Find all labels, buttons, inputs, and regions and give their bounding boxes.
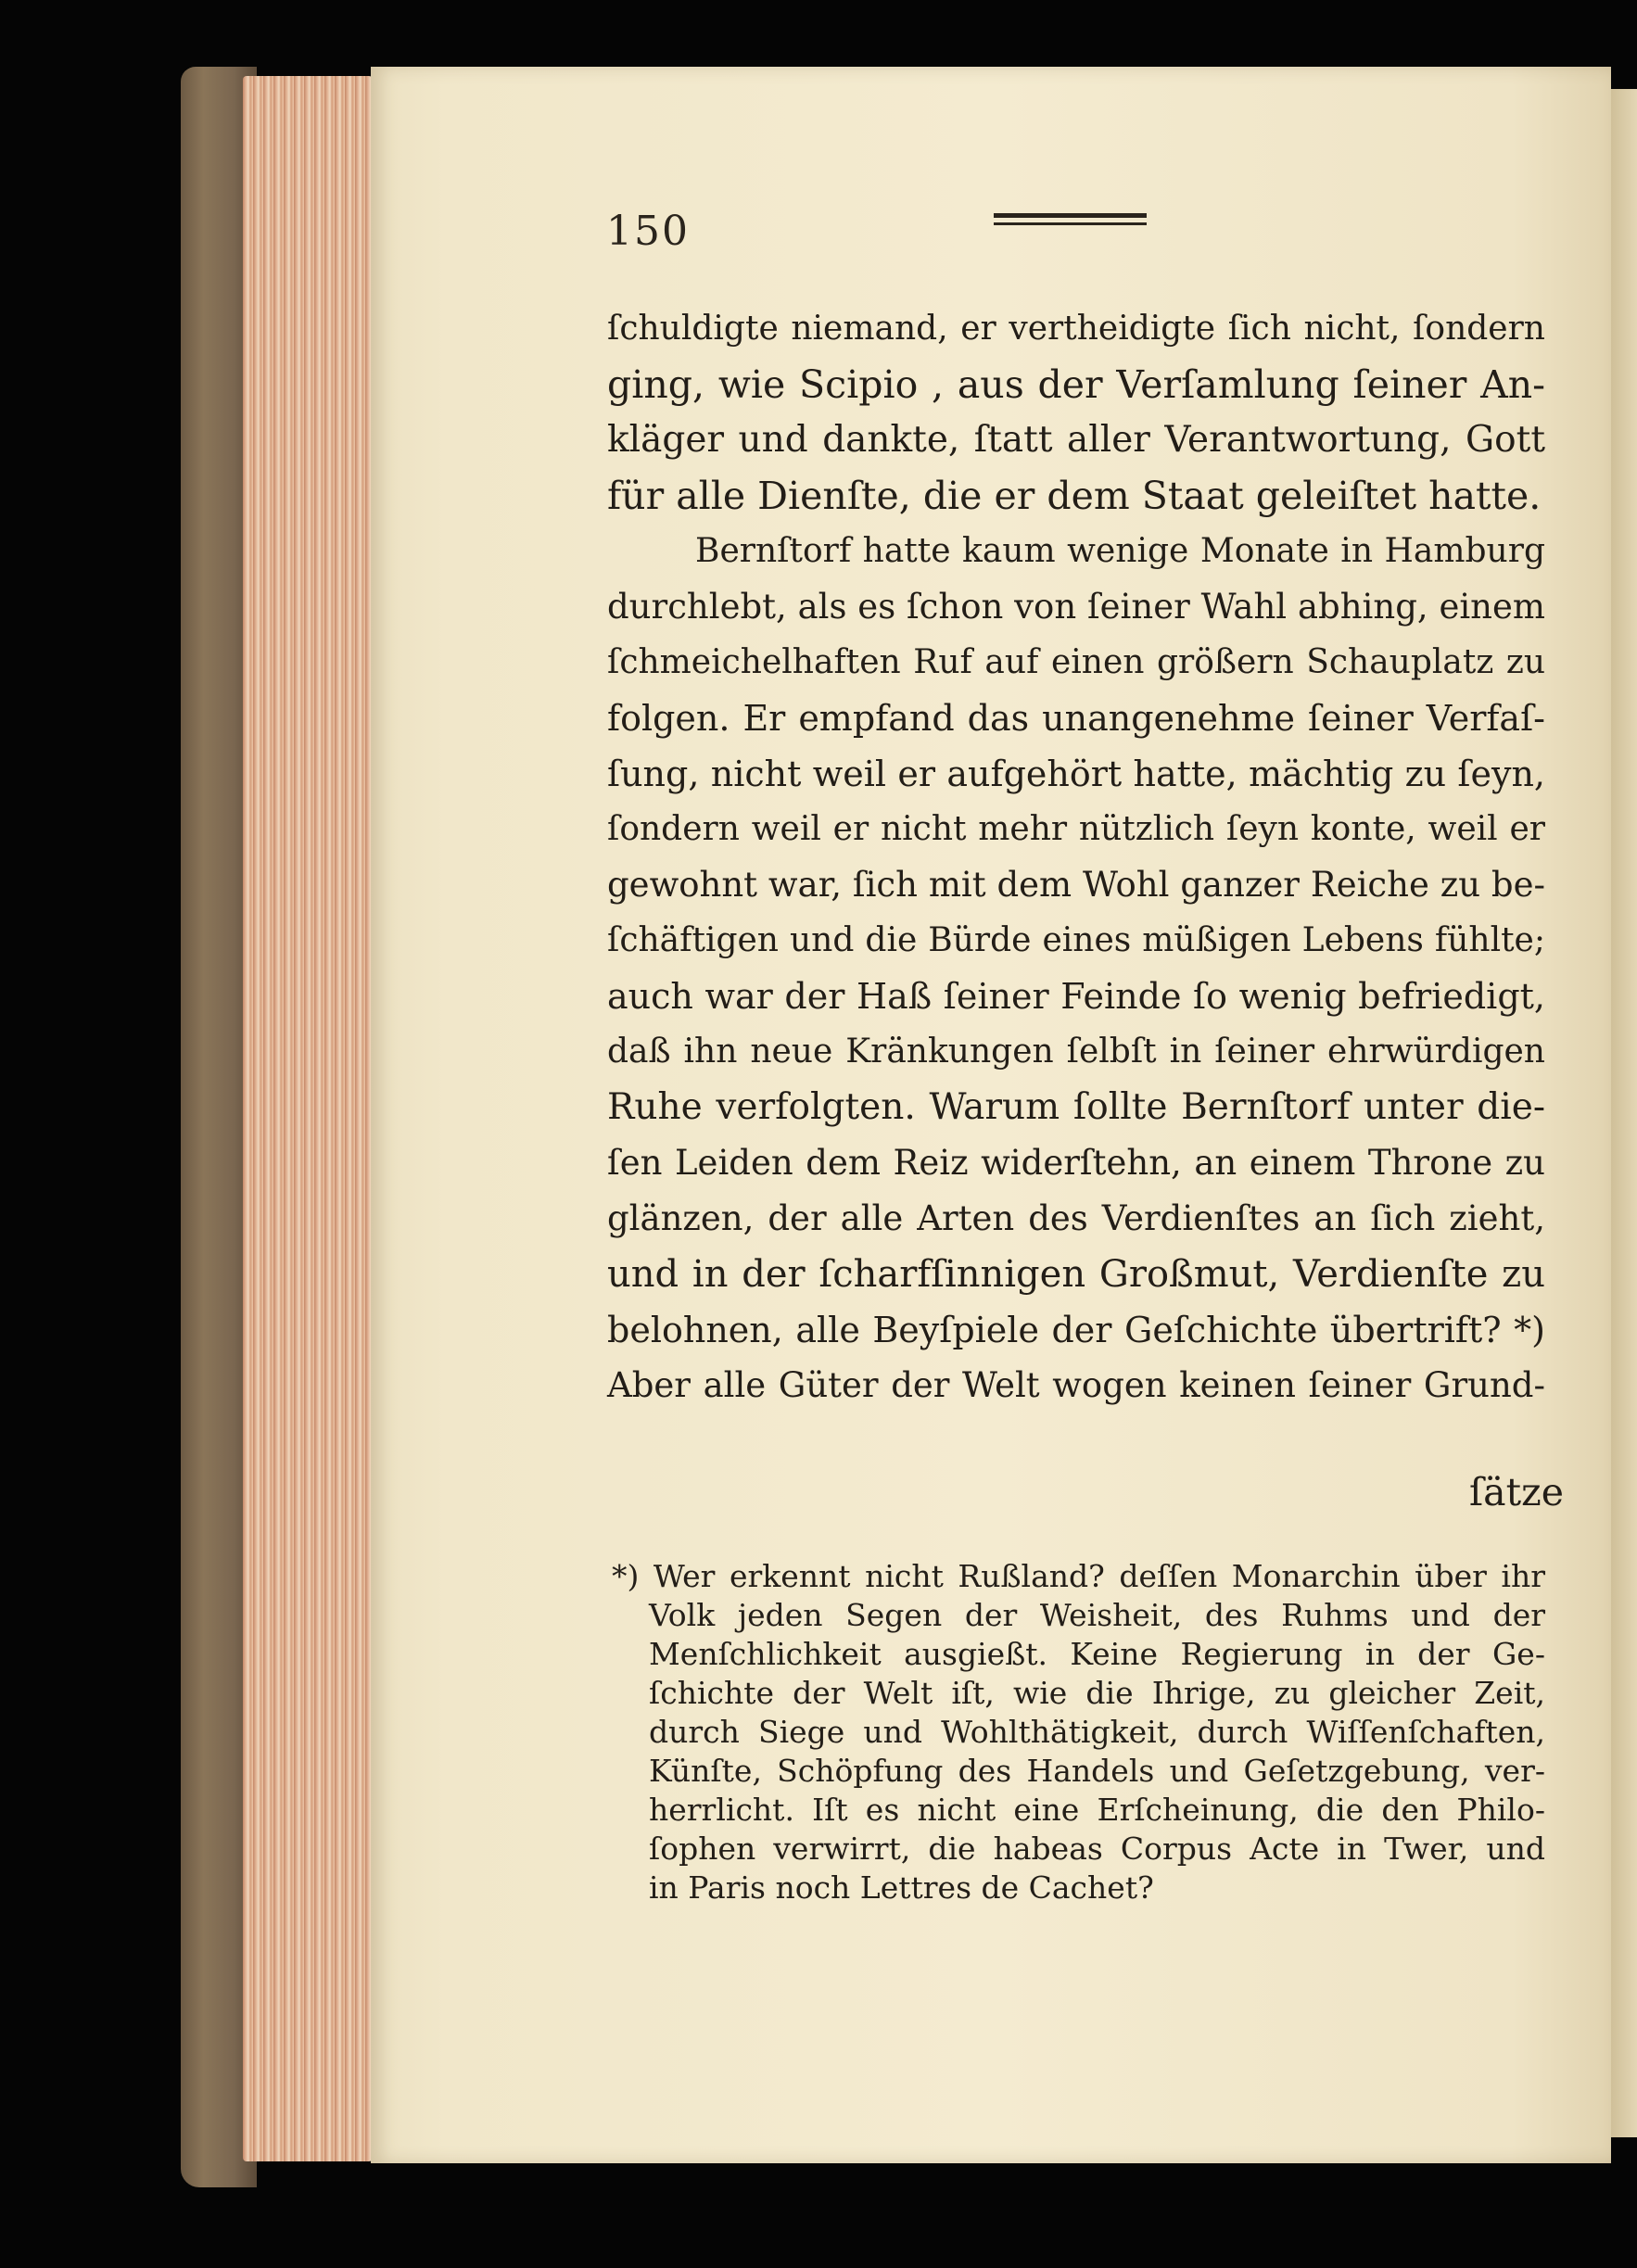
footnote-line: Volk jeden Segen der Weisheit, des Ruhms und der (649, 1597, 1545, 1633)
body-line: Bernſtorf hatte kaum wenige Monate in Hamburg (695, 532, 1545, 570)
body-line: ſung, nicht weil er aufgehört hatte, mächtig zu ſeyn, (607, 754, 1545, 794)
body-line: auch war der Haß ſeiner Feinde ſo wenig befriedigt, (607, 976, 1545, 1017)
body-line: belohnen, alle Beyſpiele der Geſchichte übertrift? *) (607, 1310, 1545, 1350)
body-line: ging, wie Scipio , aus der Verſamlung ſeiner An- (607, 362, 1545, 407)
footnote-line: *) Wer erkennt nicht Rußland? deſſen Monarchin über ihr (612, 1558, 1545, 1594)
footnote-line: herrlicht. Iſt es nicht eine Erſcheinung, die den Philo- (649, 1792, 1545, 1828)
footnote-line: Menſchlichkeit ausgießt. Keine Regierung in der Ge- (649, 1636, 1545, 1672)
body-line: daß ihn neue Kränkungen ſelbſt in ſeiner ehrwürdigen (607, 1033, 1545, 1071)
page-number: 150 (606, 208, 690, 255)
page-edges (243, 76, 373, 2161)
footnote-line: in Paris noch Lettres de Cachet? (649, 1869, 1154, 1906)
body-line: folgen. Er empfand das unangenehme ſeiner Verfaſ- (607, 698, 1545, 739)
catchword: ſätze (1469, 1470, 1564, 1514)
body-line: glänzen, der alle Arten des Verdienſtes an ſich zieht, (607, 1198, 1545, 1238)
body-line: ſen Leiden dem Reiz widerſtehn, an einem Throne zu (607, 1143, 1545, 1183)
body-line: für alle Dienſte, die er dem Staat geleiſtet hatte. (607, 474, 1542, 518)
body-line: und in der ſcharfſinnigen Großmut, Verdienſte zu (607, 1253, 1545, 1296)
body-line: ſchäftigen und die Bürde eines müßigen Lebens fühlte; (607, 921, 1545, 959)
body-line: ſchmeichelhaften Ruf auf einen größern Schauplatz zu (607, 643, 1545, 681)
body-line: durchlebt, als es ſchon von ſeiner Wahl abhing, einem (607, 587, 1545, 627)
body-line: ſchuldigte niemand, er vertheidigte ſich nicht, ſondern (607, 310, 1545, 348)
footnote-line: durch Siege und Wohlthätigkeit, durch Wiſſenſchaften, (649, 1714, 1545, 1750)
header-rule-bottom (994, 222, 1147, 225)
body-line: Ruhe verfolgten. Warum ſollte Bernſtorf unter die- (607, 1086, 1545, 1128)
facing-page-edge (1608, 89, 1637, 2137)
footnote-line: ſchichte der Welt iſt, wie die Ihrige, zu gleicher Zeit, (649, 1675, 1545, 1711)
footnote-line: ſophen verwirrt, die habeas Corpus Acte in Twer, und (649, 1831, 1545, 1867)
body-line: Aber alle Güter der Welt wogen keinen ſeiner Grund- (607, 1365, 1545, 1405)
body-line: kläger und dankte, ſtatt aller Verantwortung, Gott (607, 419, 1545, 461)
body-line: gewohnt war, ſich mit dem Wohl ganzer Reiche zu be- (607, 865, 1545, 905)
footnote-line: Künſte, Schöpfung des Handels und Geſetzgebung, ver- (649, 1753, 1545, 1789)
header-rule-top (994, 213, 1147, 218)
body-line: ſondern weil er nicht mehr nützlich ſeyn konte, weil er (607, 810, 1545, 848)
